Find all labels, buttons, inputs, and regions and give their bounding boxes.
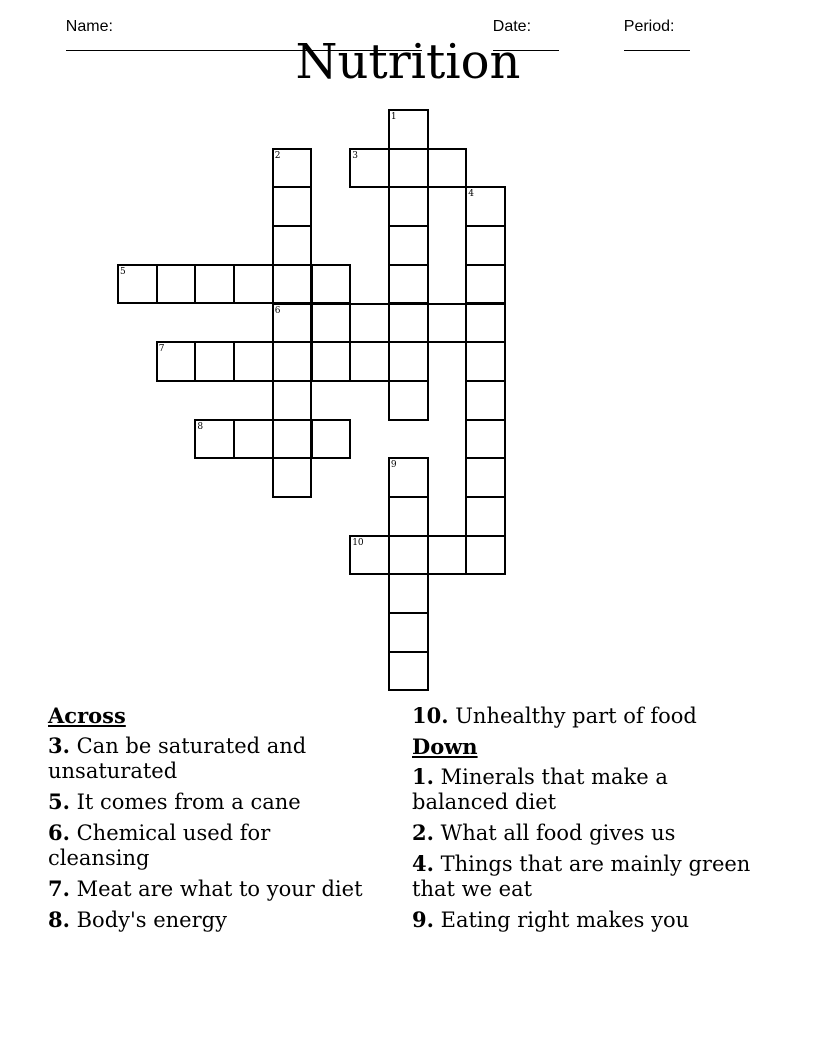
clue-item (412, 703, 752, 729)
clue-text: Unhealthy part of food (448, 704, 697, 728)
grid-cell[interactable] (233, 341, 274, 382)
clue-number: 10 (352, 537, 364, 548)
period-label: Period: (623, 18, 675, 35)
grid-cell[interactable] (388, 109, 429, 150)
clue-text: Can be saturated and unsaturated (48, 734, 307, 783)
clue-number: 9. (412, 907, 434, 932)
grid-cell[interactable] (465, 341, 506, 382)
grid-cell[interactable] (311, 303, 352, 344)
grid-cell[interactable] (388, 651, 429, 692)
clue-number: 8 (197, 421, 204, 432)
grid-cell[interactable] (465, 264, 506, 305)
clue-number: 7. (48, 876, 70, 901)
grid-cell[interactable] (388, 186, 429, 227)
clue-number: 3. (48, 733, 70, 758)
grid-cell[interactable] (272, 303, 313, 344)
clue-number: 4. (412, 851, 434, 876)
across-clues (48, 703, 368, 938)
clue-item (48, 907, 368, 933)
down-clues-column (412, 703, 752, 938)
clue-number: 4 (468, 189, 475, 200)
grid-cell[interactable] (272, 186, 313, 227)
grid-cell[interactable] (233, 264, 274, 305)
clue-number: 10. (412, 703, 449, 728)
clue-number: 7 (158, 344, 165, 355)
clue-number: 5 (120, 266, 126, 277)
clue-item (48, 876, 368, 902)
grid-cell[interactable] (194, 341, 235, 382)
grid-cell[interactable] (117, 264, 158, 305)
clue-text: Eating right makes you (433, 908, 690, 932)
grid-cell[interactable] (272, 225, 313, 266)
clue-number: 3 (352, 150, 358, 161)
grid-cell[interactable] (427, 303, 468, 344)
grid-cell[interactable] (272, 419, 313, 460)
page-title: Nutrition (295, 34, 521, 90)
clue-number: 2. (412, 820, 434, 845)
grid-cell[interactable] (311, 264, 352, 305)
grid-cell[interactable] (465, 419, 506, 460)
grid-cell[interactable] (465, 535, 506, 576)
grid-cell[interactable] (349, 535, 390, 576)
grid-cell[interactable] (465, 496, 506, 537)
grid-cell[interactable] (388, 303, 429, 344)
grid-cell[interactable] (311, 419, 352, 460)
grid-cell[interactable] (272, 380, 313, 421)
clue-item (48, 733, 368, 784)
clue-number: 5. (48, 789, 70, 814)
clue-text: Chemical used for cleansing (48, 821, 271, 870)
grid-cell[interactable] (388, 264, 429, 305)
grid-cell[interactable] (233, 419, 274, 460)
grid-cell[interactable] (388, 225, 429, 266)
clue-text: Meat are what to your diet (69, 877, 363, 901)
clue-text: What all food gives us (433, 821, 676, 845)
grid-cell[interactable] (388, 457, 429, 498)
grid-cell[interactable] (194, 419, 235, 460)
down-heading: Down (412, 734, 478, 759)
grid-cell[interactable] (349, 303, 390, 344)
clue-item (412, 851, 752, 902)
grid-cell[interactable] (194, 264, 235, 305)
clue-text: It comes from a cane (69, 790, 301, 814)
clue-number: 1. (412, 764, 434, 789)
clue-number: 8. (48, 907, 70, 932)
grid-cell[interactable] (465, 225, 506, 266)
clue-item (412, 907, 752, 933)
clue-text: Minerals that make a balanced diet (412, 765, 668, 814)
grid-cell[interactable] (465, 303, 506, 344)
grid-cell[interactable] (465, 380, 506, 421)
grid-cell[interactable] (388, 535, 429, 576)
grid-cell[interactable] (272, 264, 313, 305)
grid-cell[interactable] (156, 341, 197, 382)
grid-cell[interactable] (427, 148, 468, 189)
grid-cell[interactable] (388, 148, 429, 189)
clue-number: 2 (274, 150, 281, 161)
grid-cell[interactable] (311, 341, 352, 382)
grid-cell[interactable] (388, 612, 429, 653)
date-label: Date: (492, 18, 532, 35)
grid-cell[interactable] (427, 535, 468, 576)
clue-number: 6 (274, 305, 281, 316)
grid-cell[interactable] (272, 341, 313, 382)
clue-item (48, 820, 368, 871)
name-label: Name: (65, 18, 113, 35)
grid-cell[interactable] (388, 573, 429, 614)
clue-item (48, 789, 368, 815)
grid-cell[interactable] (272, 457, 313, 498)
clue-number: 9 (390, 460, 397, 471)
clue-item (412, 820, 752, 846)
grid-cell[interactable] (465, 457, 506, 498)
grid-cell[interactable] (272, 148, 313, 189)
clue-item (412, 764, 752, 815)
clue-text: Body's energy (69, 908, 227, 932)
clue-number: 1 (390, 112, 397, 122)
grid-cell[interactable] (388, 380, 429, 421)
grid-cell[interactable] (465, 186, 506, 227)
clue-text: Things that are mainly green that we eat (412, 852, 751, 901)
grid-cell[interactable] (349, 341, 390, 382)
grid-cell[interactable] (388, 496, 429, 537)
across-heading: Across (48, 703, 126, 728)
grid-cell[interactable] (156, 264, 197, 305)
grid-cell[interactable] (388, 341, 429, 382)
grid-cell[interactable] (349, 148, 390, 189)
clue-number: 6. (48, 820, 70, 845)
